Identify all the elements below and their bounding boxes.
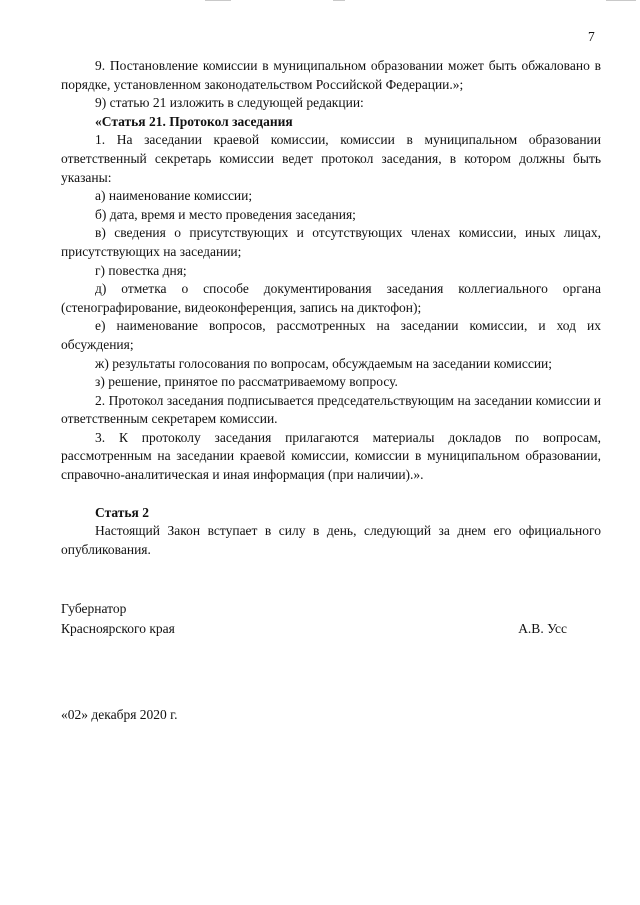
- scan-mark: [205, 0, 231, 1]
- signature-block: [61, 599, 601, 639]
- list-item-e: е) наименование вопросов, рассмотренных на заседании комиссии, и ход их обсуждения;: [61, 318, 601, 352]
- scan-mark: [606, 0, 636, 1]
- list-item-z: з) решение, принятое по рассматриваемому вопросу.: [95, 374, 398, 390]
- list-item-zh: ж) результаты голосования по вопросам, обсуждаемым на заседании комиссии;: [95, 355, 553, 371]
- signatory-title-line2: Красноярского края: [61, 621, 175, 636]
- paragraph-protocol-2: 2. Протокол заседания подписывается председательствующим на заседании комиссии и ответственным секретарем комиссии.: [61, 392, 601, 427]
- list-item-a: а) наименование комиссии;: [95, 188, 253, 204]
- paragraph-item-9: 9. Постановление комиссии в муниципальном образовании может быть обжаловано в порядке, установленном законодательством Российской Федерации.»;: [61, 58, 601, 92]
- page-number: 7: [588, 29, 595, 44]
- paragraph-amendment-9: 9) статью 21 изложить в следующей редакции:: [95, 95, 364, 111]
- scan-mark: [333, 0, 345, 1]
- list-item-b: б) дата, время и место проведения заседания;: [95, 206, 356, 222]
- list-item-d: д) отметка о способе документирования заседания коллегиального органа (стенографирование, видеоконференция, запись на диктофон);: [61, 281, 601, 315]
- signatory-name: А.В. Усс: [518, 621, 567, 636]
- article-21-heading: «Статья 21. Протокол заседания: [95, 113, 293, 129]
- document-body: [61, 57, 601, 559]
- list-item-g: г) повестка дня;: [95, 262, 187, 278]
- paragraph-protocol-3: 3. К протоколу заседания прилагаются материалы докладов по вопросам, рассмотренным на заседании краевой комиссии, комиссии в муниципальном образовании, справочно-аналитическая и иная информация (при наличии).».: [61, 429, 601, 483]
- article-2-heading: Статья 2: [95, 504, 149, 520]
- document-date: «02» декабря 2020 г.: [61, 707, 178, 722]
- list-item-v: в) сведения о присутствующих и отсутствующих членах комиссии, иных лицах, присутствующих на заседании;: [61, 225, 601, 259]
- article-2-text: Настоящий Закон вступает в силу в день, следующий за днем его официального опубликования.: [61, 523, 601, 557]
- paragraph-protocol-1: 1. На заседании краевой комиссии, комиссии в муниципальном образовании ответственный секретарь комиссии ведет протокол заседания, в котором должны быть указаны:: [61, 132, 601, 185]
- signatory-title-line1: Губернатор: [61, 601, 127, 616]
